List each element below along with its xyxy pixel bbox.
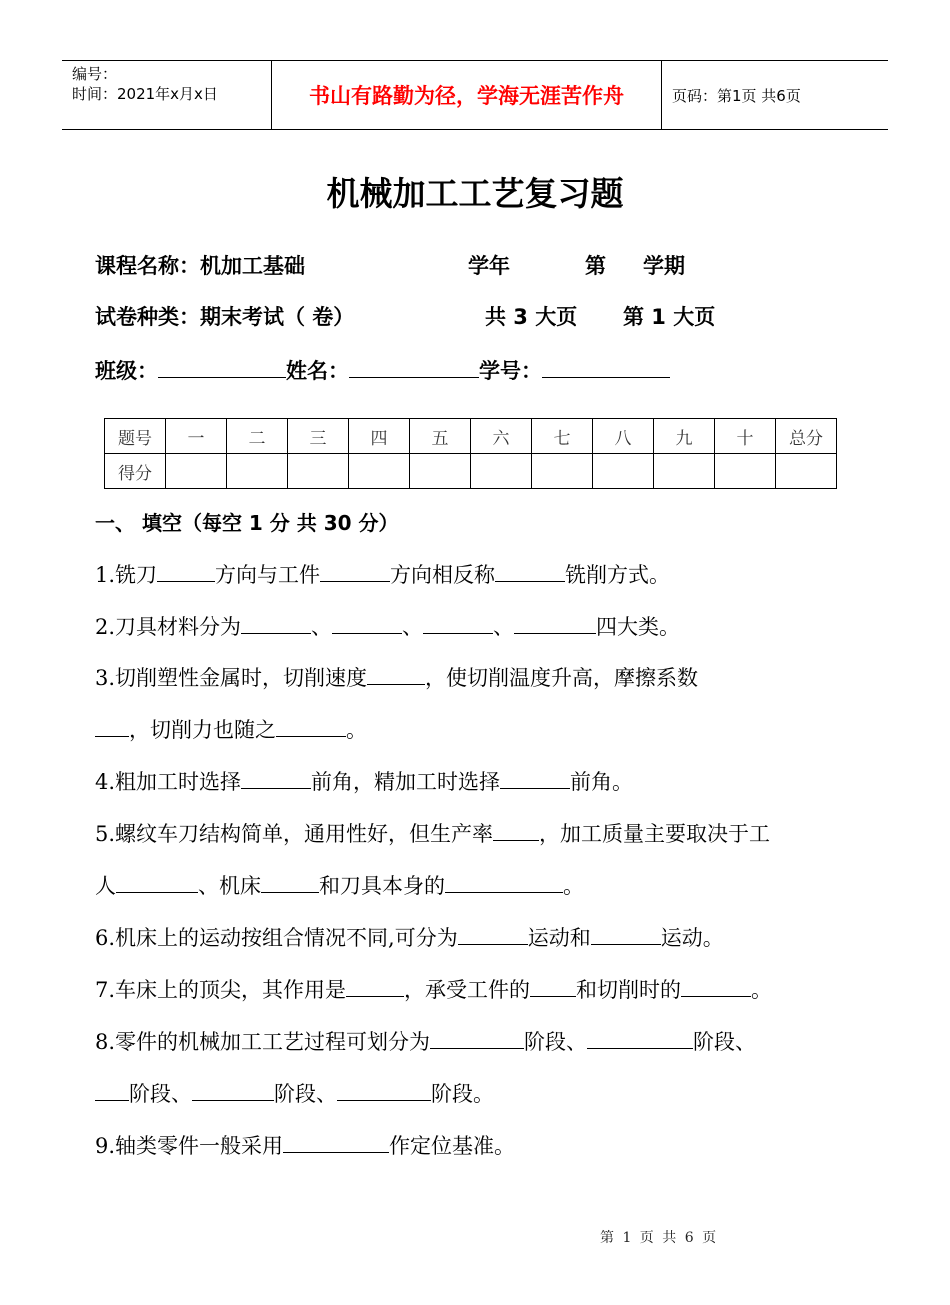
question-3-line-1 xyxy=(95,662,698,692)
academic-year: 学年 xyxy=(468,254,510,278)
score-cell[interactable] xyxy=(715,454,776,489)
class-label: 班级： xyxy=(95,359,158,383)
answer-blank[interactable] xyxy=(241,766,311,789)
q-text: 和切削时的 xyxy=(576,978,682,1003)
q-text: 前角，精加工时选择 xyxy=(311,770,501,795)
q-text: 7.车床上的顶尖，其作用是 xyxy=(95,978,347,1003)
q-text: 阶段、 xyxy=(524,1030,588,1055)
answer-blank[interactable] xyxy=(95,714,129,737)
q-text: 前角。 xyxy=(570,770,634,795)
question-6 xyxy=(95,922,724,952)
question-2 xyxy=(95,611,680,641)
table-cell: 八 xyxy=(593,419,654,454)
q-text: 5.螺纹车刀结构简单，通用性好，但生产率 xyxy=(95,822,494,847)
q-text: 人 xyxy=(95,874,116,899)
question-3-line-2 xyxy=(95,714,367,744)
answer-blank[interactable] xyxy=(514,611,596,634)
q-text: 方向与工件 xyxy=(215,563,321,588)
question-8-line-1 xyxy=(95,1026,756,1056)
q-text: 阶段、 xyxy=(274,1082,337,1107)
current-page: 第 1 大页 xyxy=(623,305,716,329)
answer-blank[interactable] xyxy=(95,1078,129,1101)
q-text: 、机床 xyxy=(198,874,261,899)
table-cell: 一 xyxy=(166,419,227,454)
table-cell: 二 xyxy=(227,419,288,454)
time-label: 时间：2021年x月x日 xyxy=(72,85,218,103)
class-blank[interactable] xyxy=(158,356,286,378)
id-blank[interactable] xyxy=(542,356,670,378)
score-cell[interactable] xyxy=(410,454,471,489)
q-text: 3.切削塑性金属时，切削速度 xyxy=(95,666,368,691)
table-cell: 题号 xyxy=(105,419,166,454)
page-header xyxy=(62,60,888,130)
q-text: 铣削方式。 xyxy=(565,563,671,588)
header-motto: 书山有路勤为径，学海无涯苦作舟 xyxy=(272,61,662,129)
term: 学期 xyxy=(643,254,685,278)
table-cell: 六 xyxy=(471,419,532,454)
answer-blank[interactable] xyxy=(116,870,198,893)
answer-blank[interactable] xyxy=(337,1078,431,1101)
question-1 xyxy=(95,559,670,589)
answer-blank[interactable] xyxy=(320,559,390,582)
answer-blank[interactable] xyxy=(587,1026,693,1049)
table-cell: 九 xyxy=(654,419,715,454)
q-text: 阶段。 xyxy=(431,1082,494,1107)
table-cell: 十 xyxy=(715,419,776,454)
q-text: ，承受工件的 xyxy=(404,978,531,1003)
q-text: 9.轴类零件一般采用 xyxy=(95,1134,284,1159)
q-text: 4.粗加工时选择 xyxy=(95,770,242,795)
info-line-student xyxy=(95,355,670,385)
question-8-line-2 xyxy=(95,1078,494,1108)
q-text: ，使切削温度升高，摩擦系数 xyxy=(425,666,699,691)
term-di: 第 xyxy=(585,254,606,278)
total-pages: 共 3 大页 xyxy=(485,305,578,329)
score-table-score-row xyxy=(105,454,837,489)
answer-blank[interactable] xyxy=(276,714,346,737)
answer-blank[interactable] xyxy=(241,611,311,634)
q-text: 四大类。 xyxy=(596,615,681,640)
table-cell: 四 xyxy=(349,419,410,454)
q-text: 作定位基准。 xyxy=(389,1134,516,1159)
id-label: 学号： xyxy=(479,359,542,383)
answer-blank[interactable] xyxy=(367,662,425,685)
answer-blank[interactable] xyxy=(445,870,563,893)
section-1-title: 一、 填空（每空 1 分 共 30 分） xyxy=(95,511,399,535)
q-text: 、 xyxy=(402,615,424,640)
code-label: 编号： xyxy=(72,65,118,83)
score-cell[interactable] xyxy=(532,454,593,489)
score-cell[interactable] xyxy=(593,454,654,489)
q-text: 阶段、 xyxy=(693,1030,757,1055)
score-table xyxy=(104,418,837,489)
question-5-line-2 xyxy=(95,870,584,900)
answer-blank[interactable] xyxy=(500,766,570,789)
q-text: ，加工质量主要取决于工 xyxy=(539,822,771,847)
course-name: 课程名称：机加工基础 xyxy=(95,254,305,278)
header-page-label: 页码：第1页 共6页 xyxy=(672,86,801,105)
answer-blank[interactable] xyxy=(495,559,565,582)
score-cell[interactable] xyxy=(227,454,288,489)
score-cell[interactable] xyxy=(654,454,715,489)
score-cell[interactable] xyxy=(349,454,410,489)
q-text: 。 xyxy=(563,874,584,899)
q-text: 和刀具本身的 xyxy=(319,874,445,899)
table-cell: 三 xyxy=(288,419,349,454)
name-label: 姓名： xyxy=(286,359,349,383)
table-cell: 总分 xyxy=(776,419,837,454)
q-text: ，切削力也随之 xyxy=(129,718,276,743)
question-9 xyxy=(95,1130,515,1160)
answer-blank[interactable] xyxy=(493,818,539,841)
answer-blank[interactable] xyxy=(346,974,404,997)
answer-blank[interactable] xyxy=(591,922,661,945)
answer-blank[interactable] xyxy=(423,611,493,634)
score-cell[interactable] xyxy=(776,454,837,489)
q-text: 阶段、 xyxy=(129,1082,192,1107)
answer-blank[interactable] xyxy=(283,1130,389,1153)
answer-blank[interactable] xyxy=(157,559,215,582)
answer-blank[interactable] xyxy=(192,1078,274,1101)
q-text: 1.铣刀 xyxy=(95,563,158,588)
question-4 xyxy=(95,766,633,796)
answer-blank[interactable] xyxy=(458,922,528,945)
answer-blank[interactable] xyxy=(530,974,576,997)
score-cell[interactable] xyxy=(288,454,349,489)
answer-blank[interactable] xyxy=(332,611,402,634)
table-cell: 七 xyxy=(532,419,593,454)
question-5-line-1 xyxy=(95,818,770,848)
answer-blank[interactable] xyxy=(681,974,751,997)
score-label: 得分 xyxy=(105,454,166,489)
header-left xyxy=(62,61,272,129)
table-cell: 五 xyxy=(410,419,471,454)
exam-type: 试卷种类：期末考试（ 卷） xyxy=(95,305,355,329)
name-blank[interactable] xyxy=(349,356,479,378)
q-text: 、 xyxy=(493,615,515,640)
q-text: 8.零件的机械加工工艺过程可划分为 xyxy=(95,1030,431,1055)
q-text: 运动。 xyxy=(660,926,724,951)
q-text: 。 xyxy=(751,978,773,1003)
q-text: 方向相反称 xyxy=(390,563,496,588)
q-text: 、 xyxy=(311,615,333,640)
answer-blank[interactable] xyxy=(430,1026,524,1049)
answer-blank[interactable] xyxy=(261,870,319,893)
score-cell[interactable] xyxy=(166,454,227,489)
q-text: 。 xyxy=(346,718,367,743)
q-text: 6.机床上的运动按组合情况不同,可分为 xyxy=(95,926,458,951)
question-7 xyxy=(95,974,772,1004)
page-footer: 第 1 页 共 6 页 xyxy=(600,1230,717,1246)
score-cell[interactable] xyxy=(471,454,532,489)
q-text: 2.刀具材料分为 xyxy=(95,615,242,640)
document-title: 机械加工工艺复习题 xyxy=(326,174,624,213)
q-text: 运动和 xyxy=(527,926,591,951)
score-table-header-row xyxy=(105,419,837,454)
